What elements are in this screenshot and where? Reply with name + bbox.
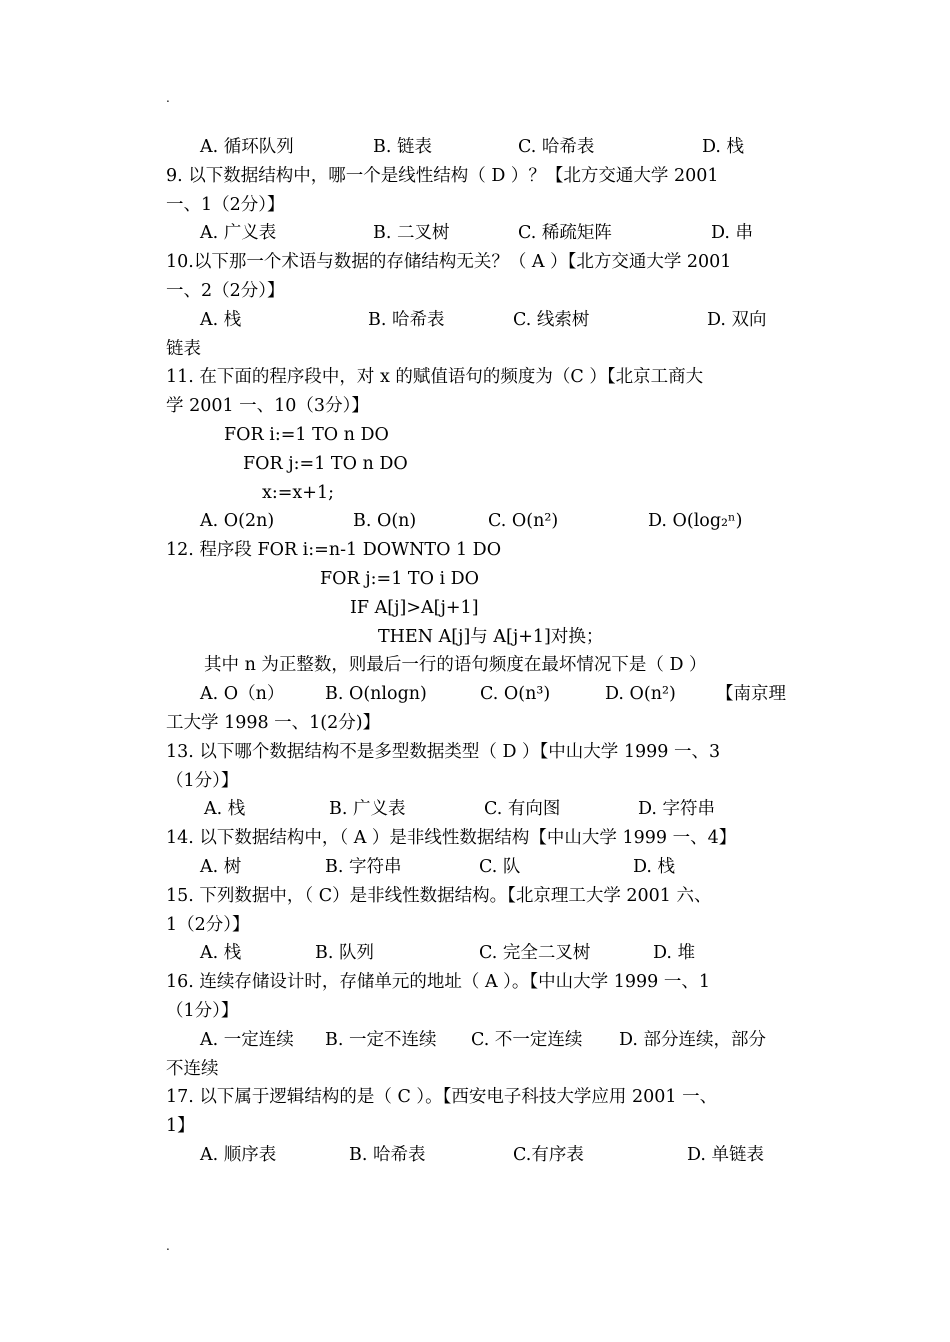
page-marker-top: . (166, 91, 170, 105)
code-text: FOR j:=1 TO n DO (243, 453, 408, 474)
option-b: B. 字符串 (325, 856, 402, 877)
option-d: D. O(log₂ⁿ) (648, 511, 743, 532)
option-d: D. 双向 (707, 309, 767, 330)
question-text: 工大学 1998 一、1(2分)】 (166, 712, 381, 733)
question-line (166, 651, 788, 680)
question-text: 11. 在下面的程序段中，对 x 的赋值语句的频度为（C ）【北京工商大 (166, 367, 704, 388)
options-line (166, 853, 788, 882)
question-text: 1】 (166, 1116, 195, 1137)
options-line (166, 133, 788, 162)
option-a: A. 树 (200, 856, 242, 877)
question-list (166, 133, 788, 1170)
options-line (166, 219, 788, 248)
question-text: 14. 以下数据结构中，（ A ）是非线性数据结构【中山大学 1999 一、4】 (166, 828, 737, 849)
options-line (166, 795, 788, 824)
question-text: （1分）】 (166, 1000, 239, 1021)
option-b: B. 一定不连续 (325, 1029, 437, 1050)
code-line (166, 450, 788, 479)
option-b: B. 链表 (373, 137, 432, 157)
option-d: D. 串 (711, 223, 754, 244)
page-marker-bottom: . (166, 1239, 170, 1253)
option-c: C. 队 (479, 856, 521, 877)
option-d: D. 堆 (653, 943, 696, 964)
code-text: THEN A[j]与 A[j+1]对换； (378, 626, 604, 647)
question-text: 一、1（2分）】 (166, 194, 285, 215)
code-line (166, 594, 788, 623)
question-text: 其中 n 为正整数，则最后一行的语句频度在最坏情况下是（ D ） (204, 655, 707, 676)
option-c: C. 完全二叉树 (479, 943, 591, 964)
option-c: C. 哈希表 (518, 137, 595, 157)
question-text: 16. 连续存储设计时，存储单元的地址（ A ）。【中山大学 1999 一、1 (166, 972, 710, 993)
question-line (166, 277, 788, 306)
option-c: C.有序表 (513, 1144, 584, 1165)
option-b: B. 广义表 (329, 799, 406, 820)
option-a: A. 循环队列 (200, 137, 294, 157)
question-line (166, 248, 788, 277)
question-text: 15. 下列数据中，（ C）是非线性数据结构。【北京理工大学 2001 六、 (166, 885, 712, 906)
option-d: D. 栈 (633, 856, 676, 877)
source-ref: 【南京理 (716, 684, 786, 705)
question-line (166, 1055, 788, 1084)
question-line (166, 162, 788, 191)
option-d: D. O(n²) (605, 684, 676, 705)
question-line (166, 968, 788, 997)
question-text: 12. 程序段 FOR i:=n-1 DOWNTO 1 DO (166, 540, 502, 561)
option-b: B. 哈希表 (349, 1144, 426, 1165)
code-line (166, 479, 788, 508)
question-text: 链表 (166, 338, 201, 359)
option-a: A. O(2n) (200, 511, 275, 532)
question-text: 9. 以下数据结构中，哪一个是线性结构（ D ）？【北方交通大学 2001 (166, 165, 719, 186)
question-text: 一、2（2分）】 (166, 280, 285, 301)
question-text: 17. 以下属于逻辑结构的是（ C ）。【西安电子科技大学应用 2001 一、 (166, 1087, 718, 1108)
question-line (166, 767, 788, 796)
option-d: D. 单链表 (687, 1144, 765, 1165)
code-line (166, 623, 788, 652)
question-line (166, 824, 788, 853)
question-line (166, 911, 788, 940)
options-line (166, 939, 788, 968)
option-c: C. O(n²) (488, 511, 559, 532)
question-text: 10.以下那一个术语与数据的存储结构无关？（ A ）【北方交通大学 2001 (166, 252, 732, 273)
question-line (166, 191, 788, 220)
question-line (166, 882, 788, 911)
option-c: C. 线索树 (513, 309, 590, 330)
code-text: FOR j:=1 TO i DO (320, 568, 480, 589)
question-text: （1分）】 (166, 770, 239, 791)
option-a: A. O（n） (200, 684, 285, 705)
option-b: B. O(n) (353, 511, 417, 532)
option-d: D. 部分连续，部分 (619, 1029, 767, 1050)
code-line (166, 565, 788, 594)
option-b: B. 二叉树 (373, 223, 450, 244)
question-text: 学 2001 一、10（3分）】 (166, 396, 369, 417)
code-text: IF A[j]>A[j+1] (350, 597, 479, 618)
question-line (166, 997, 788, 1026)
question-line (166, 536, 788, 565)
option-a: A. 栈 (200, 943, 242, 964)
option-c: C. 不一定连续 (471, 1029, 583, 1050)
option-c: C. O(n³) (480, 684, 551, 705)
options-line (166, 1026, 788, 1055)
code-text: FOR i:=1 TO n DO (224, 424, 389, 445)
question-text: 不连续 (166, 1058, 219, 1079)
question-text: 1（2分）】 (166, 914, 250, 935)
option-a: A. 栈 (204, 799, 246, 820)
options-line (166, 1141, 788, 1170)
question-line (166, 738, 788, 767)
option-b: B. 哈希表 (368, 309, 445, 330)
option-c: C. 有向图 (484, 799, 561, 820)
question-text: 13. 以下哪个数据结构不是多型数据类型（ D ）【中山大学 1999 一、3 (166, 741, 721, 762)
code-text: x:=x+1; (262, 482, 334, 503)
option-a: A. 广义表 (200, 223, 277, 244)
question-line (166, 709, 788, 738)
option-a: A. 栈 (200, 309, 242, 330)
question-line (166, 363, 788, 392)
question-line (166, 392, 788, 421)
option-b: B. O(nlogn) (325, 684, 427, 705)
options-line (166, 680, 788, 709)
question-line (166, 335, 788, 364)
question-line (166, 1083, 788, 1112)
option-b: B. 队列 (315, 943, 374, 964)
option-a: A. 顺序表 (200, 1144, 277, 1165)
options-line (166, 306, 788, 335)
question-line (166, 1112, 788, 1141)
option-a: A. 一定连续 (200, 1029, 294, 1050)
option-d: D. 字符串 (638, 799, 716, 820)
code-line (166, 421, 788, 450)
option-d: D. 栈 (702, 137, 745, 157)
option-c: C. 稀疏矩阵 (518, 223, 612, 244)
options-line (166, 507, 788, 536)
